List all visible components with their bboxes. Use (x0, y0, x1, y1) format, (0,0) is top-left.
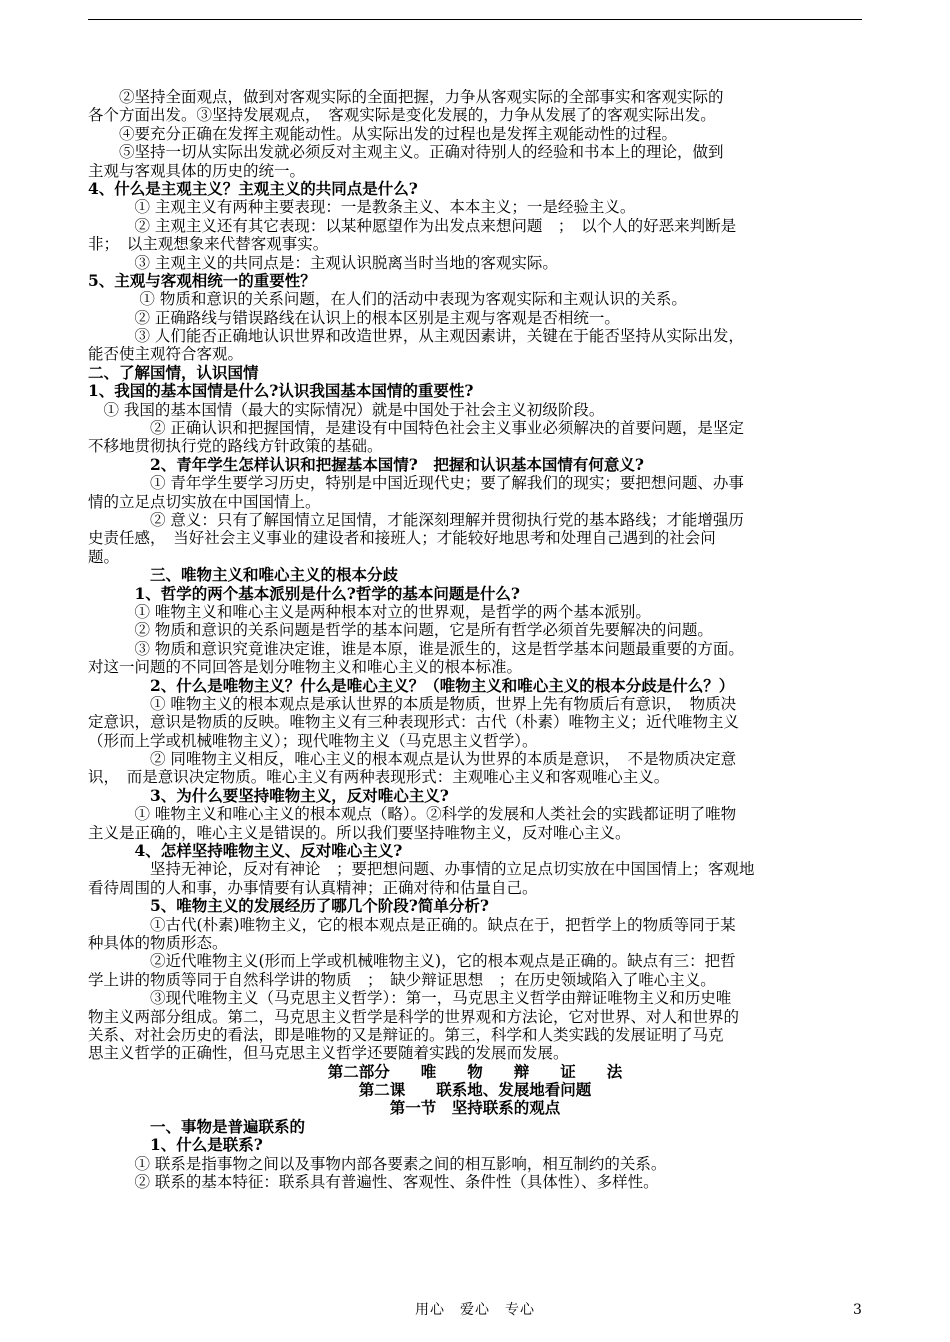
heading-line: 4、什么是主观主义？主观主义的共同点是什么? (88, 178, 418, 198)
text-line: ③现代唯物主义（马克思主义哲学）：第一，马克思主义哲学由辩证唯物主义和历史唯 (88, 989, 732, 1008)
text-line: ② 联系的基本特征：联系具有普遍性、客观性、条件性（具体性）、多样性。 (88, 1173, 659, 1192)
text-line: ①古代(朴素)唯物主义，它的根本观点是正确的。缺点在于，把哲学上的物质等同于某 (88, 915, 736, 934)
heading-line: 5、唯物主义的发展经历了哪几个阶段?简单分析? (88, 896, 489, 916)
text-line: （形而上学或机械唯物主义）；现代唯物主义（马克思主义哲学）。 (88, 731, 538, 750)
header-rule (88, 19, 862, 20)
text-line: ① 主观主义有两种主要表现：一是教条主义、本本主义；一是经验主义。 (88, 198, 636, 217)
heading-line: 1、哲学的两个基本派别是什么?哲学的基本问题是什么? (88, 583, 520, 603)
heading-line: 三、唯物主义和唯心主义的根本分歧 (88, 565, 399, 585)
text-line: ③ 主观主义的共同点是：主观认识脱离当时当地的客观实际。 (88, 253, 558, 272)
heading-line: 一、事物是普遍联系的 (88, 1116, 306, 1136)
text-line: 题。 (88, 547, 120, 566)
heading-line: 5、主观与客观相统一的重要性？ (88, 270, 316, 290)
text-line: ② 物质和意识的关系问题是哲学的基本问题，它是所有哲学必须首先要解决的问题。 (88, 621, 713, 640)
text-line: ③ 物质和意识究竟谁决定谁，谁是本原，谁是派生的，这是哲学基本问题最重要的方面。 (88, 639, 744, 658)
heading-line: 1、我国的基本国情是什么?认识我国基本国情的重要性? (88, 381, 474, 401)
text-line: 种具体的物质形态。 (88, 933, 228, 952)
text-line: 关系、对社会历史的看法，即是唯物的又是辩证的。第三，科学和人类实践的发展证明了马克 (88, 1025, 724, 1044)
text-line: 看待周围的人和事，办事情要有认真精神；正确对待和估量自己。 (88, 878, 538, 897)
text-line: ③ 人们能否正确地认识世界和改造世界，从主观因素讲，关键在于能否坚持从实际出发， (88, 327, 744, 346)
heading-line: 3、为什么要坚持唯物主义，反对唯心主义? (88, 785, 449, 805)
text-line: ② 正确路线与错误路线在认识上的根本区别是主观与客观是否相统一。 (88, 308, 620, 327)
text-line: ⑤坚持一切从实际出发就必须反对主观主义。正确对待别人的经验和书本上的理论，做到 (88, 143, 724, 162)
text-line: 不移地贯彻执行党的路线方针政策的基础。 (88, 437, 383, 456)
text-line: ① 青年学生要学习历史，特别是中国近现代史；要了解我们的现实；要把想问题、办事 (88, 474, 744, 493)
heading-line: 4、怎样坚持唯物主义、反对唯心主义? (88, 841, 403, 861)
heading-line: 第二部分 唯 物 辩 证 法 (327, 1061, 623, 1081)
text-line: ① 联系是指事物之间以及事物内部各要素之间的相互影响，相互制约的关系。 (88, 1154, 667, 1173)
page-footer (0, 1301, 950, 1319)
text-line: ① 唯物主义和唯心主义是两种根本对立的世界观，是哲学的两个基本派别。 (88, 602, 651, 621)
heading-line: 第一节 坚持联系的观点 (389, 1098, 561, 1118)
text-line: 非； 以主观想象来代替客观事实。 (88, 235, 329, 254)
text-line: ② 意义：只有了解国情立足国情，才能深刻理解并贯彻执行党的基本路线；才能增强历 (88, 510, 744, 529)
text-line: ① 物质和意识的关系问题，在人们的活动中表现为客观实际和主观认识的关系。 (88, 290, 687, 309)
text-line: 思主义哲学的正确性，但马克思主义哲学还要随着实践的发展而发展。 (88, 1044, 569, 1063)
page-number: 3 (853, 1302, 862, 1318)
text-line: ② 正确认识和把握国情，是建设有中国特色社会主义事业必须解决的首要问题，是坚定 (88, 419, 744, 438)
footer-motto: 用心 爱心 专心 (415, 1302, 535, 1318)
text-line: 各个方面出发。③坚持发展观点， 客观实际是变化发展的，力争从发展了的客观实际出发。 (88, 106, 716, 125)
text-line: 能否使主观符合客观。 (88, 345, 244, 364)
text-line: 识， 而是意识决定物质。唯心主义有两种表现形式：主观唯心主义和客观唯心主义。 (88, 768, 670, 787)
heading-line: 第二课 联系地、发展地看问题 (358, 1080, 592, 1100)
text-line: 情的立足点切实放在中国国情上。 (88, 492, 321, 511)
text-line: ① 唯物主义和唯心主义的根本观点（略）。②科学的发展和人类社会的实践都证明了唯物 (88, 805, 737, 824)
text-line: ②近代唯物主义(形而上学或机械唯物主义)，它的根本观点是正确的。缺点有三：把哲 (88, 952, 736, 971)
text-line: 定意识，意识是物质的反映。唯物主义有三种表现形式：古代（朴素）唯物主义；近代唯物主义 (88, 713, 740, 732)
heading-line: 2、青年学生怎样认识和把握基本国情? 把握和认识基本国情有何意义? (88, 454, 644, 474)
text-line: ① 唯物主义的根本观点是承认世界的本质是物质，世界上先有物质后有意识， 物质决 (88, 694, 737, 713)
heading-line: 2、什么是唯物主义？什么是唯心主义？（唯物主义和唯心主义的根本分歧是什么？） (88, 675, 735, 695)
heading-line: 1、什么是联系? (88, 1135, 263, 1155)
document-body (88, 88, 862, 1191)
text-line: 主义是正确的，唯心主义是错误的。所以我们要坚持唯物主义，反对唯心主义。 (88, 823, 631, 842)
text-line: 对这一问题的不同回答是划分唯物主义和唯心主义的根本标准。 (88, 658, 523, 677)
text-line: ④要充分正确在发挥主观能动性。从实际出发的过程也是发挥主观能动性的过程。 (88, 124, 678, 143)
text-line: 坚持无神论，反对有神论 ；要把想问题、办事情的立足点切实放在中国国情上；客观地 (88, 860, 755, 879)
text-line: 学上讲的物质等同于自然科学讲的物质 ； 缺少辩证思想 ；在历史领域陷入了唯心主义。 (88, 970, 716, 989)
heading-line: 二、了解国情，认识国情 (88, 362, 259, 382)
text-line: ② 同唯物主义相反，唯心主义的根本观点是认为世界的本质是意识， 不是物质决定意 (88, 750, 737, 769)
text-line: ① 我国的基本国情（最大的实际情况）就是中国处于社会主义初级阶段。 (88, 400, 605, 419)
text-line: 物主义两部分组成。第二，马克思主义哲学是科学的世界观和方法论，它对世界、对人和世界的 (88, 1007, 740, 1026)
text-line: ② 主观主义还有其它表现：以某种愿望作为出发点来想问题 ； 以个人的好恶来判断是 (88, 216, 737, 235)
text-line: ②坚持全面观点，做到对客观实际的全面把握，力争从客观实际的全部事实和客观实际的 (88, 88, 724, 106)
text-line: 史责任感， 当好社会主义事业的建设者和接班人；才能较好地思考和处理自己遇到的社会问 (88, 529, 716, 548)
text-line: 主观与客观具体的历史的统一。 (88, 161, 306, 180)
